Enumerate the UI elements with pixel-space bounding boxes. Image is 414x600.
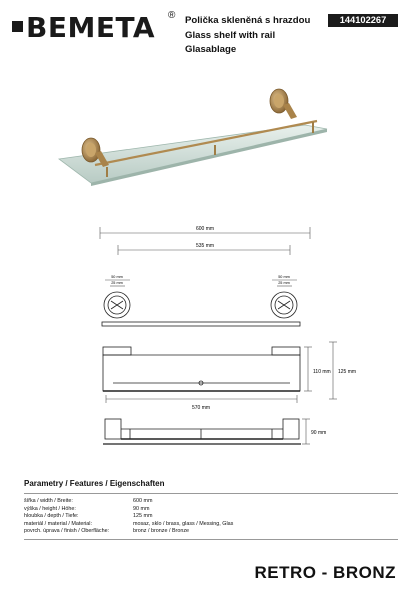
param-row-material [24,521,394,529]
param-label: hloubka / depth / Tiefe: [24,513,79,520]
registered-mark: ® [168,10,176,21]
logo-square-mark [12,21,23,32]
divider-bottom [24,539,398,540]
title-english: Glass shelf with rail [185,29,276,41]
param-row-height [24,506,394,514]
param-label: povrch. úprava / finish / Oberfläche: [24,528,110,535]
product-code-badge: 144102267 [328,14,398,27]
dim-bracket-right-inner: 25 mm [278,281,290,285]
dim-rail-width: 535 mm [195,243,215,249]
dim-bracket-right: 50 mm [278,275,290,279]
product-titles [185,14,310,58]
side-view [103,419,301,444]
param-value: bronz / bronze / Bronze [133,528,190,535]
param-row-width [24,498,394,506]
param-value: 90 mm [133,505,150,512]
param-value: 600 mm [133,498,153,504]
param-value: mosaz, sklo / brass, glass / Messing, Glas [133,520,234,527]
top-view [102,292,300,326]
param-label: materiál / material / Material: [24,520,93,527]
dim-bracket-left: 50 mm [111,275,123,279]
dim-height: 90 mm [311,430,327,436]
brand-logo: BEMETA [26,11,156,44]
technical-drawing [0,215,414,455]
dim-depth: 125 mm [338,369,357,375]
divider-top [24,493,398,494]
product-line-title: RETRO - BRONZ [254,563,396,582]
param-row-depth [24,513,394,521]
dim-bracket-height: 110 mm [313,369,331,375]
dim-bracket-left-inner: 25 mm [111,281,123,285]
param-row-finish [24,528,394,536]
title-german: Glasablage [185,44,237,55]
parameters-table [24,498,394,536]
product-photo [55,85,365,195]
title-czech: Polička skleněná s hrazdou [185,15,311,26]
parameters-heading: Parametry / Features / Eigenschaften [24,479,165,488]
param-label: výška / height / Höhe: [24,505,76,512]
dim-overall-width: 600 mm [195,226,215,232]
front-view [103,347,300,391]
param-label: šířka / width / Breite: [24,498,73,504]
dim-glass-width: 570 mm [191,405,211,411]
param-value: 125 mm [133,513,153,520]
